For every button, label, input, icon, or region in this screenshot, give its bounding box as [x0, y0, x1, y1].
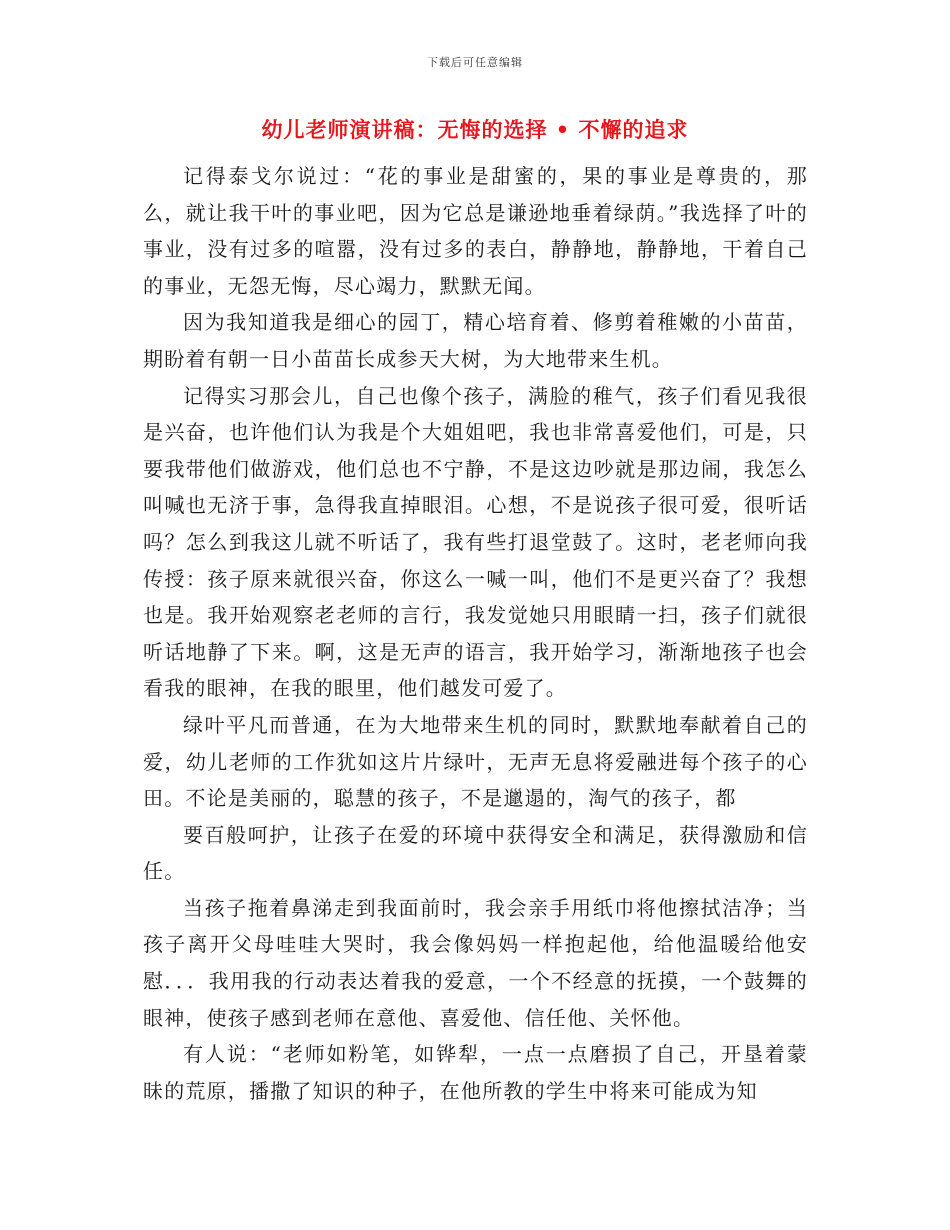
paragraph-3: 记得实习那会儿，自己也像个孩子，满脸的稚气，孩子们看见我很是兴奋，也许他们认为我是个大姐姐吧，我也非常喜爱他们，可是，只要我带他们做游戏，他们总也不宁静，不是这边吵就是那边闹，我怎么叫喊也无济于事，急得我直掉眼泪。心想，不是说孩子很可爱，很听话吗？怎么到我这儿就不听话了，我有些打退堂鼓了。这时，老老师向我传授：孩子原来就很兴奋，你这么一喊一叫，他们不是更兴奋了？我想也是。我开始观察老老师的言行，我发觉她只用眼睛一扫，孩子们就很听话地静了下来。啊，这是无声的语言，我开始学习，渐渐地孩子也会看我的眼神，在我的眼里，他们越发可爱了。: [143, 383, 808, 701]
paragraph-5: 要百般呵护，让孩子在爱的环境中获得安全和满足，获得激励和信任。: [143, 822, 808, 884]
paragraph-2: 因为我知道我是细心的园丁，精心培育着、修剪着稚嫩的小苗苗，期盼着有朝一日小苗苗长成参天大树，为大地带来生机。: [143, 310, 808, 371]
paragraph-7: 有人说：“老师如粉笔，如铧犁，一点一点磨损了自己，开垦着蒙昧的荒原，播撒了知识的种子，在他所教的学生中将来可能成为知: [143, 1042, 808, 1103]
paragraph-6: 当孩子拖着鼻涕走到我面前时，我会亲手用纸巾将他擦拭洁净；当孩子离开父母哇哇大哭时，我会像妈妈一样抱起他，给他温暖给他安慰．．．我用我的行动表达着我的爱意，一个不经意的抚摸，一个鼓舞的眼神，使孩子感到老师在意他、喜爱他、信任他、关怀他。: [143, 895, 808, 1030]
paragraph-4: 绿叶平凡而普通，在为大地带来生机的同时，默默地奉献着自己的爱，幼儿老师的工作犹如这片片绿叶，无声无息将爱融进每个孩子的心田。不论是美丽的，聪慧的孩子，不是邋遢的，淘气的孩子，都: [143, 712, 808, 811]
header-note: 下载后可任意编辑: [427, 56, 523, 69]
paragraph-1: 记得泰戈尔说过：“花的事业是甜蜜的，果的事业是尊贵的，那么，就让我干叶的事业吧，因为它总是谦逊地垂着绿荫。”我选择了叶的事业，没有过多的喧嚣，没有过多的表白，静静地，静静地，干着自己的事业，无怨无悔，尽心竭力，默默无闻。: [143, 164, 808, 298]
document-title: 幼儿老师演讲稿：无悔的选择 • 不懈的追求: [261, 118, 689, 142]
document-body: [143, 158, 808, 1109]
